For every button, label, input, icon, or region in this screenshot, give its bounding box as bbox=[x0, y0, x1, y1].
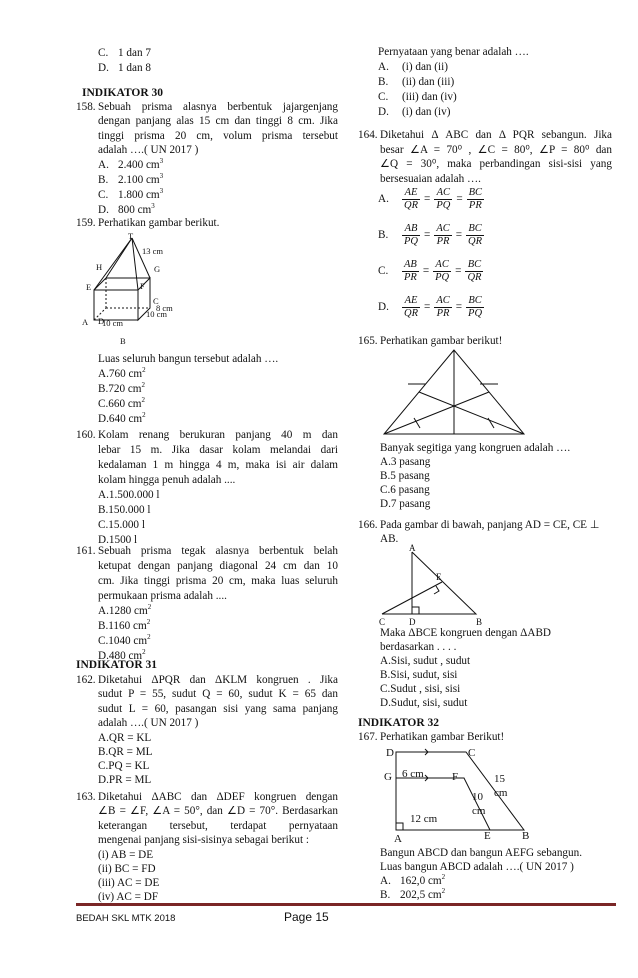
fraction-denominator: PQ bbox=[468, 308, 483, 319]
statement-text: (ii) BC = FD bbox=[98, 863, 156, 875]
isosceles-triangle-figure bbox=[380, 348, 530, 438]
option-text: A.760 $cm^2$ bbox=[98, 366, 146, 380]
ratio-fraction bbox=[465, 259, 483, 284]
equals-sign: = bbox=[456, 193, 463, 206]
ratio-fraction bbox=[402, 223, 420, 248]
question-line: Diketahui ΔPQR dan ΔKLM kongruen . Jika bbox=[98, 674, 338, 686]
question-text: Perhatikan gambar berikut. bbox=[98, 217, 220, 229]
label-E: E bbox=[484, 830, 491, 842]
option-text: D.PR = ML bbox=[98, 774, 152, 786]
section-heading-indikator-30: INDIKATOR 30 bbox=[82, 87, 164, 99]
fraction-numerator: BC bbox=[465, 259, 483, 272]
label-D: D bbox=[409, 617, 416, 627]
option-text: D.Sudut, sisi, sudut bbox=[380, 697, 468, 709]
ratio-option bbox=[378, 259, 483, 284]
question-number: 167. bbox=[358, 731, 378, 743]
option-text: B.720 $cm^2$ bbox=[98, 381, 146, 395]
equals-sign: = bbox=[424, 229, 431, 242]
fraction-numerator: BC bbox=[468, 187, 483, 198]
fraction-denominator: PR bbox=[436, 236, 450, 247]
question-line: berdasarkan . . . . bbox=[380, 641, 457, 653]
question-text bbox=[98, 673, 338, 731]
footer-title: BEDAH SKL MTK 2018 bbox=[76, 913, 176, 924]
question-line: Bangun ABCD dan bangun AEFG sebangun. bbox=[380, 847, 582, 859]
question-line: Pada gambar di bawah, panjang AD = CE, CE ⊥ bbox=[380, 519, 600, 531]
ratio-fraction bbox=[434, 187, 452, 212]
option-text: (i) dan (iv) bbox=[402, 106, 451, 118]
question-line: bersesuaian adalah …. bbox=[380, 172, 481, 185]
ratio-fraction bbox=[433, 259, 451, 284]
option-text: (iii) dan (iv) bbox=[402, 91, 457, 103]
ratio-fraction bbox=[466, 223, 484, 248]
question-line: kedalaman 1 m hingga 4 m, maka isi air dalam bbox=[98, 459, 338, 471]
fraction-denominator: PR bbox=[436, 308, 450, 319]
ratio-fraction bbox=[467, 187, 484, 212]
label-C: C bbox=[468, 747, 476, 759]
option-text: A.1.500.000 l bbox=[98, 489, 160, 501]
equals-sign: = bbox=[424, 301, 431, 314]
option-text: 162,0 $cm^2$ bbox=[400, 873, 446, 887]
question-line: kolam hingga penuh adalah .... bbox=[98, 474, 236, 486]
fraction-numerator: AE bbox=[402, 187, 420, 200]
question-line: Sebuah prisma alasnya berbentuk jajargenjang bbox=[98, 101, 338, 113]
label-T: T bbox=[128, 232, 134, 241]
fraction-denominator: QR bbox=[404, 200, 418, 211]
question-line: ∠Q = 30⁰, maka perbandingan sisi-sisi yang bbox=[380, 158, 612, 170]
option-label: A. bbox=[98, 159, 109, 171]
label-12cm: 12 cm bbox=[410, 813, 438, 825]
ratio-fraction bbox=[402, 187, 420, 212]
fraction-denominator: QR bbox=[404, 308, 418, 319]
question-text: Perhatikan gambar berikut! bbox=[380, 335, 503, 347]
label-B: B bbox=[522, 830, 530, 842]
label-E: E bbox=[86, 282, 92, 292]
question-text bbox=[98, 428, 338, 488]
option-label: B. bbox=[378, 76, 389, 88]
option-label: C. bbox=[378, 91, 389, 103]
trapezoid-figure bbox=[380, 744, 540, 844]
label-B: B bbox=[120, 336, 126, 346]
question-text: Banyak segitiga yang kongruen adalah …. bbox=[380, 442, 571, 454]
question-line: ∠B = ∠F, ∠A = 50°, dan ∠D = 70°. Berdasarkan bbox=[98, 805, 338, 818]
fraction-numerator: AB bbox=[404, 259, 417, 270]
label-10-cm: cm bbox=[472, 805, 486, 817]
question-number: 166. bbox=[358, 519, 378, 531]
equals-sign: = bbox=[424, 193, 431, 206]
fraction-denominator: PQ bbox=[404, 236, 418, 247]
question-line: besar ∠A = 70⁰ , ∠C = 80⁰, ∠P = 80⁰ dan bbox=[380, 143, 612, 156]
ratio-fraction bbox=[402, 259, 419, 284]
label-D: D bbox=[386, 747, 394, 759]
ratio-option bbox=[378, 295, 484, 320]
option-text: 800 $cm^3$ bbox=[118, 202, 155, 216]
question-text: Perhatikan gambar Berikut! bbox=[380, 731, 505, 743]
option-text: D.480 $cm^2$ bbox=[98, 648, 146, 662]
fraction-numerator: AC bbox=[436, 295, 450, 306]
option-text: B.QR = ML bbox=[98, 746, 153, 758]
fraction-numerator: AE bbox=[402, 295, 420, 308]
label-15-cm: cm bbox=[494, 787, 508, 799]
question-text: Pernyataan yang benar adalah …. bbox=[378, 46, 529, 58]
section-heading-indikator-31: INDIKATOR 31 bbox=[76, 659, 158, 671]
question-line: sudut L = 60, pasangan sisi yang sama panjang bbox=[98, 702, 338, 715]
right-triangle-figure bbox=[378, 544, 498, 628]
prism-figure bbox=[76, 232, 186, 348]
option-label: D. bbox=[98, 62, 109, 74]
question-line: adalah ….( UN 2017 ) bbox=[98, 144, 199, 157]
question-line: Diketahui ΔABC dan ΔDEF kongruen dengan bbox=[98, 791, 338, 803]
question-line: ketupat dengan panjang diagonal 24 cm dan 10 bbox=[98, 560, 338, 572]
option-label: B. bbox=[98, 174, 109, 186]
label-F: F bbox=[140, 281, 145, 291]
fraction-denominator: QR bbox=[468, 236, 483, 247]
question-text bbox=[98, 790, 338, 848]
question-text bbox=[98, 100, 338, 158]
statement-text: (iii) AC = DE bbox=[98, 877, 160, 889]
option-text: A.Sisi, sudut , sudut bbox=[380, 655, 471, 667]
fraction-denominator: PQ bbox=[435, 272, 450, 283]
label-6cm: 6 cm bbox=[402, 768, 424, 780]
label-A: A bbox=[409, 544, 416, 553]
question-text: Luas seluruh bangun tersebut adalah …. bbox=[98, 353, 279, 365]
option-text: D.640 $cm^2$ bbox=[98, 411, 146, 425]
page-number: Page 15 bbox=[284, 910, 329, 924]
option-label: C. bbox=[98, 47, 109, 59]
fraction-numerator: AC bbox=[434, 187, 452, 200]
option-label: D. bbox=[378, 301, 389, 314]
statement-text: (iv) AC = DF bbox=[98, 891, 159, 903]
question-text bbox=[98, 544, 338, 604]
label-10cm-front: 10 cm bbox=[102, 318, 124, 328]
equals-sign: = bbox=[455, 301, 463, 314]
option-text: 1 dan 8 bbox=[118, 62, 151, 74]
fraction-numerator: BC bbox=[466, 295, 484, 308]
fraction-numerator: AC bbox=[433, 259, 451, 272]
fraction-denominator: PR bbox=[468, 200, 482, 211]
label-E: E bbox=[436, 572, 442, 582]
question-line: dengan panjang alas 15 cm dan tinggi 8 cm. Jika bbox=[98, 115, 338, 128]
fraction-numerator: AC bbox=[436, 223, 450, 234]
question-line: Maka ΔBCE kongruen dengan ΔABD bbox=[380, 627, 551, 639]
question-number: 163. bbox=[76, 791, 96, 803]
ratio-option bbox=[378, 187, 484, 212]
option-text: A.1280 $cm^2$ bbox=[98, 603, 152, 617]
fraction-numerator: BC bbox=[466, 223, 484, 236]
option-label: B. bbox=[378, 229, 389, 242]
option-text: (ii) dan (iii) bbox=[402, 76, 455, 88]
question-line: sudut P = 55, sudut Q = 60, sudut K = 65 dan bbox=[98, 688, 338, 701]
ratio-fraction bbox=[402, 295, 420, 320]
option-label: C. bbox=[378, 265, 389, 278]
fraction-denominator: PQ bbox=[436, 200, 451, 211]
equals-sign: = bbox=[455, 229, 463, 242]
option-label: B. bbox=[380, 889, 391, 901]
option-text: B.Sisi, sudut, sisi bbox=[380, 669, 458, 681]
label-13cm: 13 cm bbox=[142, 246, 164, 256]
option-text: 1.800 $cm^3$ bbox=[118, 187, 164, 201]
option-text: 2.400 $cm^3$ bbox=[118, 157, 164, 171]
option-text: 202,5 $cm^2$ bbox=[400, 887, 446, 901]
fraction-denominator: PR bbox=[404, 272, 417, 283]
equals-sign: = bbox=[422, 265, 430, 278]
question-number: 165. bbox=[358, 335, 378, 347]
label-B: B bbox=[476, 617, 483, 627]
footer-rule bbox=[76, 903, 616, 906]
ratio-fraction bbox=[434, 223, 451, 248]
label-A: A bbox=[394, 833, 402, 844]
option-text: D.7 pasang bbox=[380, 498, 431, 510]
question-number: 160. bbox=[76, 429, 96, 441]
label-C: C bbox=[379, 617, 386, 627]
ratio-fraction bbox=[466, 295, 484, 320]
question-line: lebar 15 m. Jika dasar kolam melandai dari bbox=[98, 444, 338, 456]
label-10: 10 bbox=[472, 791, 483, 803]
question-number: 164. bbox=[358, 129, 378, 141]
option-label: A. bbox=[378, 61, 389, 73]
label-A: A bbox=[82, 317, 89, 327]
question-line: Luas bangun ABCD adalah ….( UN 2017 ) bbox=[380, 861, 574, 873]
question-line: permukaan prisma adalah .... bbox=[98, 590, 227, 602]
option-text: C.15.000 l bbox=[98, 519, 145, 531]
option-label: C. bbox=[98, 189, 109, 201]
question-line: AB. bbox=[380, 533, 399, 545]
question-line: Kolam renang berukuran panjang 40 m dan bbox=[98, 429, 338, 441]
option-text: 1 dan 7 bbox=[118, 47, 151, 59]
label-G: G bbox=[384, 771, 392, 783]
label-D: D bbox=[98, 316, 105, 326]
question-number: 161. bbox=[76, 545, 96, 557]
option-label: A. bbox=[378, 193, 389, 206]
question-number: 159. bbox=[76, 217, 96, 229]
option-label: D. bbox=[378, 106, 389, 118]
option-text: C.6 pasang bbox=[380, 484, 430, 496]
option-text: C.PQ = KL bbox=[98, 760, 150, 772]
question-line: Sebuah prisma tegak alasnya berbentuk belah bbox=[98, 545, 338, 557]
option-label: A. bbox=[380, 875, 391, 887]
option-text: A.3 pasang bbox=[380, 456, 431, 468]
option-text: D.1500 l bbox=[98, 534, 138, 546]
fraction-denominator: QR bbox=[467, 272, 482, 283]
option-text: C.1040 $cm^2$ bbox=[98, 633, 151, 647]
label-F: F bbox=[452, 771, 459, 783]
label-G: G bbox=[154, 264, 161, 274]
question-line: adalah ….( UN 2017 ) bbox=[98, 717, 199, 730]
fraction-numerator: AB bbox=[402, 223, 420, 236]
question-number: 162. bbox=[76, 674, 96, 686]
question-line: keterangan tersebut, terdapat pernyataan bbox=[98, 819, 338, 832]
label-C: C bbox=[153, 296, 159, 306]
label-10cm-side: 10 cm bbox=[146, 309, 168, 319]
equals-sign: = bbox=[455, 265, 462, 278]
ratio-fraction bbox=[434, 295, 451, 320]
option-text: B.5 pasang bbox=[380, 470, 430, 482]
option-text: B.1160 $cm^2$ bbox=[98, 618, 151, 632]
label-8cm: 8 cm bbox=[156, 303, 173, 313]
option-text: B.150.000 l bbox=[98, 504, 151, 516]
question-number: 158. bbox=[76, 101, 96, 113]
ratio-option bbox=[378, 223, 484, 248]
option-text: A.QR = KL bbox=[98, 732, 152, 744]
option-text: C.660 $cm^2$ bbox=[98, 396, 146, 410]
statement-text: (i) AB = DE bbox=[98, 849, 154, 861]
question-line: cm. Jika tinggi prisma 20 cm, maka luas seluruh bbox=[98, 575, 338, 587]
option-text: 2.100 $cm^3$ bbox=[118, 172, 164, 186]
question-line: Diketahui Δ ABC dan Δ PQR sebangun. Jika bbox=[380, 129, 612, 141]
question-line: tinggi prisma 20 cm, volum prisma tersebut bbox=[98, 129, 338, 142]
question-line: mengenai panjang sisi-sisinya sebagai berikut : bbox=[98, 834, 309, 847]
option-text: (i) dan (ii) bbox=[402, 61, 448, 73]
option-text: C.Sudut , sisi, sisi bbox=[380, 683, 461, 695]
label-H: H bbox=[96, 262, 103, 272]
option-label: D. bbox=[98, 204, 109, 216]
section-heading-indikator-32: INDIKATOR 32 bbox=[358, 717, 440, 729]
label-15: 15 bbox=[494, 773, 505, 785]
question-text bbox=[380, 128, 612, 186]
